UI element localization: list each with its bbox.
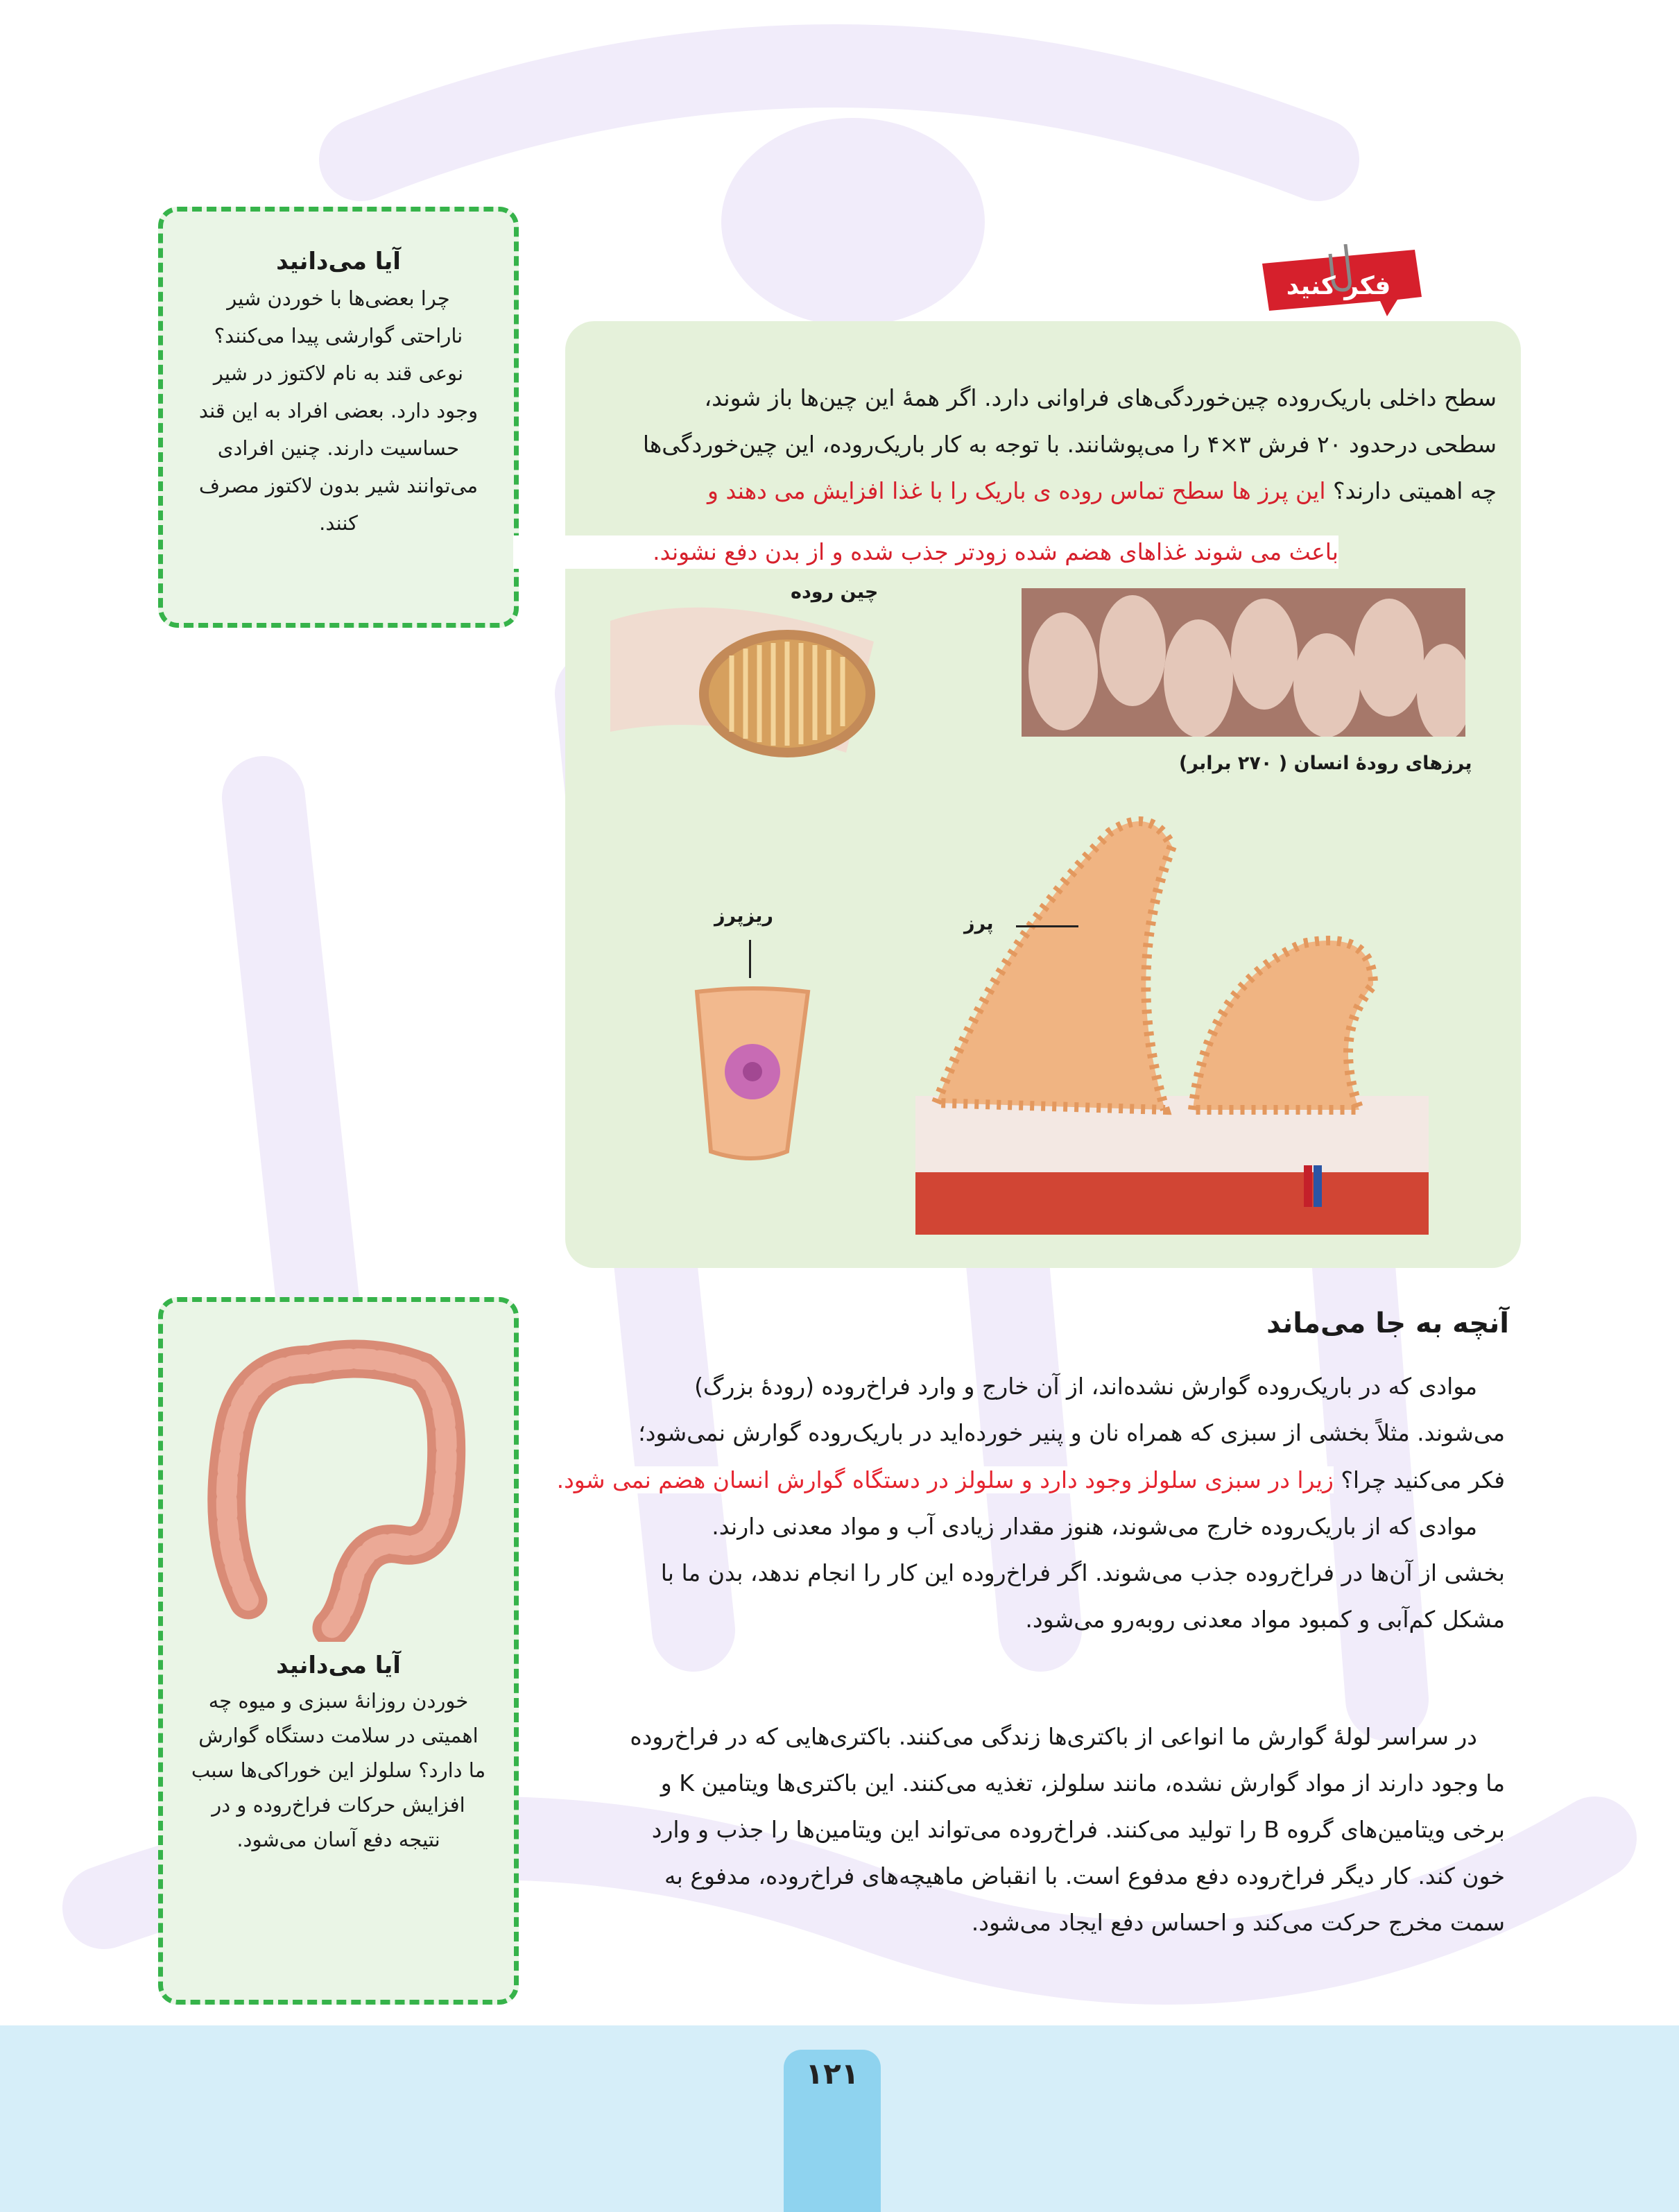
villus-diagram: [915, 805, 1429, 1235]
box-title: آیا می‌دانید: [276, 1652, 401, 1679]
fold-label: چین روده: [791, 581, 879, 603]
box-text: چرا بعضی‌ها با خوردن شیر ناراحتی گوارشی پیدا می‌کنند؟ نوعی قند به نام لاکتوز در شیر وجود دارد. بعضی افراد به این قند حساسیت دارند. چنین افرادی می‌توانند شیر بدون لاکتوز مصرف کنند.: [198, 286, 479, 535]
think-tag-label: فکر کنید: [1286, 272, 1391, 300]
villus-pointer: [1016, 925, 1078, 927]
box-text: خوردن روزانهٔ سبزی و میوه چه اهمیتی در سلامت دستگاه گوارش ما دارد؟ سلولز این خوراکی‌ها سبب افزایش حرکات فراخ‌روده و در نتیجه دفع آسان می‌شود.: [191, 1689, 486, 1851]
paragraph-3: در سراسر لولهٔ گوارش ما انواعی از باکتری‌ها زندگی می‌کنند. باکتری‌هایی که در فراخ‌روده ما وجود دارند از مواد گوارش نشده، مانند سلولز، تغذیه می‌کنند. این باکتری‌ها ویتامین K و برخی ویتامین‌های گروه B را تولید می‌کنند. فراخ‌روده می‌تواند این ویتامین‌ها را جذب و وارد خون کند. کار دیگر فراخ‌روده دفع مدفوع است. با انقباض ماهیچه‌های فراخ‌روده، مدفوع به سمت مخرج حرکت می‌کند و احساس دفع ایجاد می‌شود.: [630, 1723, 1505, 1936]
did-you-know-box-vegetables: [158, 1297, 519, 2005]
villi-photo: [1022, 588, 1465, 737]
paragraph-2: موادی که از باریک‌روده خارج می‌شوند، هنوز مقدار زیادی آب و مواد معدنی دارند. بخشی از آن‌ها در فراخ‌روده جذب می‌شوند. اگر فراخ‌روده این کار را انجام ندهد، بدن ما با مشکل کم‌آبی و کمبود مواد معدنی روبه‌رو می‌شود.: [660, 1513, 1505, 1633]
section-heading: آنچه به جا می‌ماند: [1266, 1308, 1509, 1339]
think-question: سطح داخلی باریک‌روده چین‌خوردگی‌های فراوانی دارد. اگر همهٔ این چین‌ها باز شوند، سطحی درحدود ۲۰ فرش ۳×۴ را می‌پوشانند. با توجه به کار باریک‌روده، این چین‌خوردگی‌ها چه اهمیتی دارند؟ این پرز ها سطح تماس روده ی باریک را با غذا افزایش می دهند و: [642, 384, 1497, 504]
villi-photo-caption: پرزهای رودهٔ انسان ( ۲۷۰ برابر): [1179, 753, 1472, 774]
paragraph-1-answer: زیرا در سبزی سلولز وجود دارد و سلولز در دستگاه گوارش انسان هضم نمی شود.: [556, 1466, 1334, 1493]
paragraph-1-question-line: فکر می‌کنید چرا؟ زیرا در سبزی سلولز وجود دارد و سلولز در دستگاه گوارش انسان هضم نمی شود.: [556, 1466, 1505, 1493]
box-title: آیا می‌دانید: [276, 248, 401, 275]
villus-label: پرز: [964, 913, 994, 934]
microvilli-label: ریزپرز: [714, 905, 773, 927]
think-answer-2: باعث می شوند غذاهای هضم شده زودتر جذب شده و از بدن دفع نشوند.: [513, 535, 1338, 569]
intestine-fold-illustration: [610, 593, 902, 760]
microvilli-cell-illustration: [683, 978, 822, 1165]
microvilli-pointer: [749, 940, 751, 978]
page-number: ۱۲۱: [805, 2057, 859, 2091]
paragraph-1: موادی که در باریک‌روده گوارش نشده‌اند، از آن خارج و وارد فراخ‌روده (رودهٔ بزرگ) می‌شوند. مثلاً بخشی از سبزی که همراه نان و پنیر خورده‌اید در باریک‌روده گوارش نمی‌شود؛: [638, 1373, 1505, 1446]
did-you-know-box-lactose: [158, 207, 519, 628]
think-answer-1: این پرز ها سطح تماس روده ی باریک را با غذا افزایش می دهند و: [707, 477, 1326, 504]
